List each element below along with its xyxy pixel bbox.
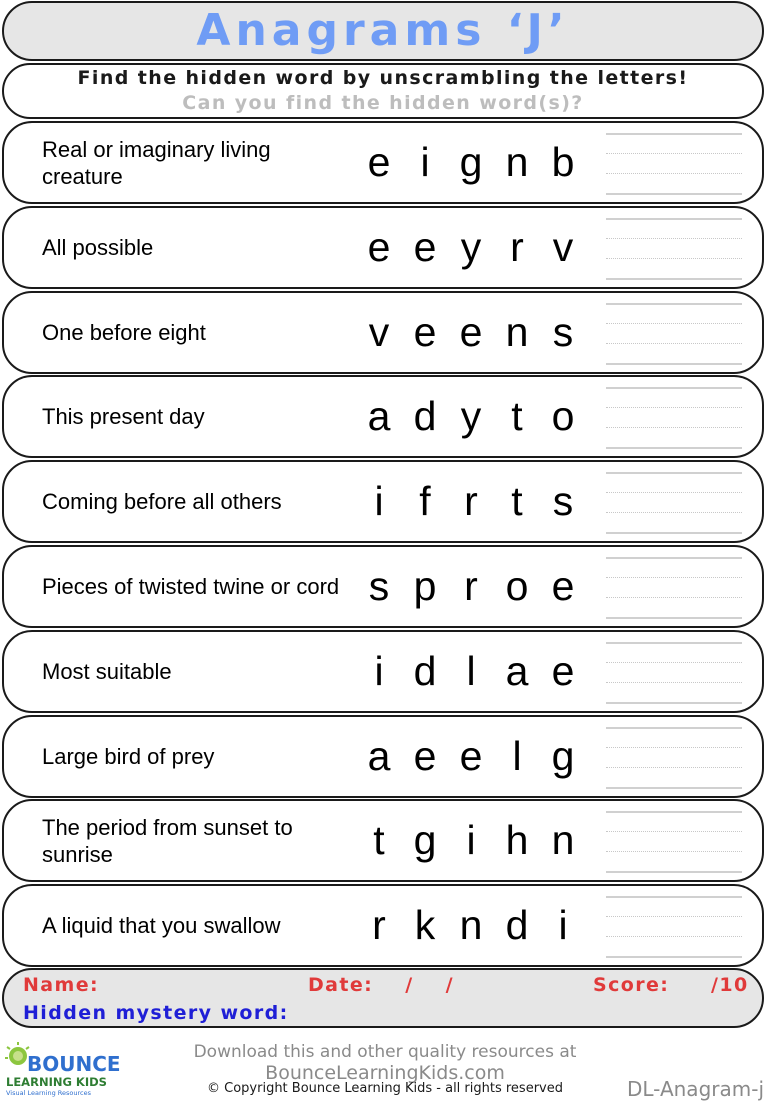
scrambled-letter: e: [367, 139, 391, 185]
clue-text: This present day: [42, 404, 205, 430]
answer-line: [606, 218, 742, 220]
instruction-primary: Find the hidden word by unscrambling the letters!: [77, 67, 689, 89]
anagram-row: [2, 884, 764, 967]
answer-guide-line: [606, 512, 742, 513]
scrambled-letter: e: [413, 223, 437, 270]
answer-writing-lines[interactable]: [606, 133, 742, 195]
answer-guide-line: [606, 936, 742, 937]
answer-line: [606, 278, 742, 280]
scrambled-letters: [356, 717, 588, 796]
scrambled-letters: [356, 632, 588, 711]
scrambled-letter: b: [551, 139, 575, 185]
answer-line: [606, 447, 742, 449]
title-banner: [2, 1, 764, 61]
answer-writing-lines[interactable]: [606, 642, 742, 704]
anagram-row: [2, 206, 764, 289]
answer-line: [606, 787, 742, 789]
scrambled-letter: e: [551, 647, 575, 694]
score-total: /10: [711, 974, 749, 996]
scrambled-letter: t: [373, 817, 385, 864]
answer-guide-line: [606, 407, 742, 408]
scrambled-letter: r: [464, 478, 478, 525]
scrambled-letter: o: [551, 393, 575, 440]
mystery-word-label: Hidden mystery word:: [23, 1002, 289, 1024]
scrambled-letter: i: [374, 647, 384, 694]
answer-line: [606, 642, 742, 644]
clue-text: The period from sunset to sunrise: [42, 814, 293, 867]
scrambled-letter: a: [367, 732, 391, 779]
scrambled-letter: i: [466, 817, 476, 864]
scrambled-letter: r: [464, 563, 478, 609]
clue-text: Large bird of prey: [42, 743, 215, 769]
answer-line: [606, 617, 742, 619]
clue-text: One before eight: [42, 319, 206, 345]
logo-word-learning-kids: LEARNING KIDS: [6, 1075, 107, 1089]
scrambled-letter: o: [505, 563, 529, 609]
logo-tagline: Visual Learning Resources: [6, 1089, 91, 1097]
scrambled-letter: n: [505, 308, 529, 355]
download-text: Download this and other quality resources at: [193, 1042, 577, 1062]
scrambled-letter: e: [551, 563, 575, 609]
scrambled-letter: g: [413, 817, 437, 864]
answer-writing-lines[interactable]: [606, 896, 742, 958]
answer-line: [606, 702, 742, 704]
answer-guide-line: [606, 747, 742, 748]
answer-guide-line: [606, 153, 742, 154]
scrambled-letters: [356, 123, 588, 202]
scrambled-letter: s: [552, 478, 574, 525]
scrambled-letter: l: [512, 732, 522, 779]
score-label: Score:: [593, 974, 670, 996]
scrambled-letter: s: [552, 308, 574, 355]
scrambled-letter: e: [459, 732, 483, 779]
answer-guide-line: [606, 492, 742, 493]
scrambled-letters: [356, 886, 588, 965]
scrambled-letter: e: [459, 308, 483, 355]
answer-guide-line: [606, 577, 742, 578]
answer-guide-line: [606, 258, 742, 259]
scrambled-letter: r: [510, 223, 524, 270]
scrambled-letter: e: [367, 223, 391, 270]
clue-text: Pieces of twisted twine or cord: [42, 574, 340, 599]
scrambled-letter: t: [511, 478, 523, 525]
answer-guide-line: [606, 238, 742, 239]
answer-guide-line: [606, 662, 742, 663]
scrambled-letter: g: [459, 139, 483, 185]
instruction-secondary: Can you find the hidden word(s)?: [182, 92, 584, 114]
clue-text: Coming before all others: [42, 489, 282, 515]
scrambled-letter: d: [505, 902, 529, 949]
answer-writing-lines[interactable]: [606, 472, 742, 534]
answer-line: [606, 727, 742, 729]
scrambled-letters: [356, 208, 588, 287]
scrambled-letter: n: [459, 902, 483, 949]
answer-line: [606, 532, 742, 534]
answer-guide-line: [606, 682, 742, 683]
scrambled-letter: d: [413, 647, 437, 694]
scrambled-letter: h: [505, 817, 529, 864]
answer-line: [606, 811, 742, 813]
scrambled-letter: i: [558, 902, 568, 949]
clue-text: Most suitable: [42, 658, 172, 684]
worksheet-code: DL-Anagram-j: [626, 1077, 764, 1101]
answer-line: [606, 557, 742, 559]
instructions-banner: [2, 63, 764, 119]
anagram-row: [2, 715, 764, 798]
scrambled-letter: f: [419, 478, 431, 525]
clue-text: Real or imaginary living creature: [42, 136, 271, 189]
answer-guide-line: [606, 343, 742, 344]
scrambled-letter: i: [374, 478, 384, 525]
logo-word-bounce: BOUNCE: [27, 1052, 121, 1076]
scrambled-letter: s: [368, 563, 390, 609]
answer-line: [606, 956, 742, 958]
name-label: Name:: [23, 974, 100, 996]
website-link[interactable]: BounceLearningKids.com: [265, 1062, 505, 1084]
scrambled-letter: y: [460, 393, 482, 440]
answer-guide-line: [606, 427, 742, 428]
scrambled-letter: e: [413, 732, 437, 779]
answer-guide-line: [606, 767, 742, 768]
scrambled-letters: [356, 801, 588, 880]
scrambled-letter: y: [460, 223, 482, 270]
answer-line: [606, 303, 742, 305]
anagram-row: [2, 799, 764, 882]
answer-line: [606, 193, 742, 195]
answer-line: [606, 871, 742, 873]
scrambled-letter: d: [413, 393, 437, 440]
scrambled-letter: n: [551, 817, 575, 864]
answer-line: [606, 896, 742, 898]
scrambled-letter: r: [372, 902, 386, 949]
scrambled-letter: a: [367, 393, 391, 440]
logo-sun-icon: [5, 1042, 29, 1065]
clue-text: All possible: [42, 234, 154, 260]
scrambled-letters: [356, 462, 588, 541]
clue-text: A liquid that you swallow: [42, 913, 281, 939]
answer-writing-lines[interactable]: [606, 811, 742, 873]
scrambled-letters: [356, 377, 588, 456]
anagram-row: [2, 545, 764, 628]
anagram-row: [2, 460, 764, 543]
scrambled-letter: l: [466, 647, 476, 694]
scrambled-letter: i: [420, 139, 430, 185]
scrambled-letter: v: [368, 308, 390, 355]
scrambled-letters: [356, 547, 588, 626]
copyright-text: © Copyright Bounce Learning Kids - all rights reserved: [207, 1081, 563, 1096]
answer-line: [606, 387, 742, 389]
scrambled-letter: a: [505, 647, 529, 694]
anagram-row: [2, 121, 764, 204]
footer-banner: [2, 968, 764, 1028]
anagram-row: [2, 291, 764, 374]
answer-line: [606, 133, 742, 135]
anagram-row: [2, 630, 764, 713]
answer-line: [606, 472, 742, 474]
answer-guide-line: [606, 597, 742, 598]
scrambled-letter: t: [511, 393, 523, 440]
date-label: Date: / /: [308, 974, 454, 996]
answer-writing-lines[interactable]: [606, 218, 742, 280]
scrambled-letter: v: [552, 223, 574, 270]
scrambled-letters: [356, 293, 588, 372]
answer-guide-line: [606, 831, 742, 832]
answer-guide-line: [606, 851, 742, 852]
anagram-row: [2, 375, 764, 458]
bounce-learning-kids-logo: [2, 1036, 121, 1098]
answer-guide-line: [606, 173, 742, 174]
answer-writing-lines[interactable]: [606, 727, 742, 789]
scrambled-letter: e: [413, 308, 437, 355]
worksheet-title: Anagrams ‘J’: [196, 5, 570, 56]
scrambled-letter: g: [551, 732, 575, 779]
answer-guide-line: [606, 323, 742, 324]
scrambled-letter: n: [505, 139, 529, 185]
scrambled-letter: p: [413, 563, 437, 609]
answer-writing-lines[interactable]: [606, 387, 742, 449]
scrambled-letter: k: [414, 902, 436, 949]
answer-writing-lines[interactable]: [606, 303, 742, 365]
answer-line: [606, 363, 742, 365]
answer-guide-line: [606, 916, 742, 917]
answer-writing-lines[interactable]: [606, 557, 742, 619]
